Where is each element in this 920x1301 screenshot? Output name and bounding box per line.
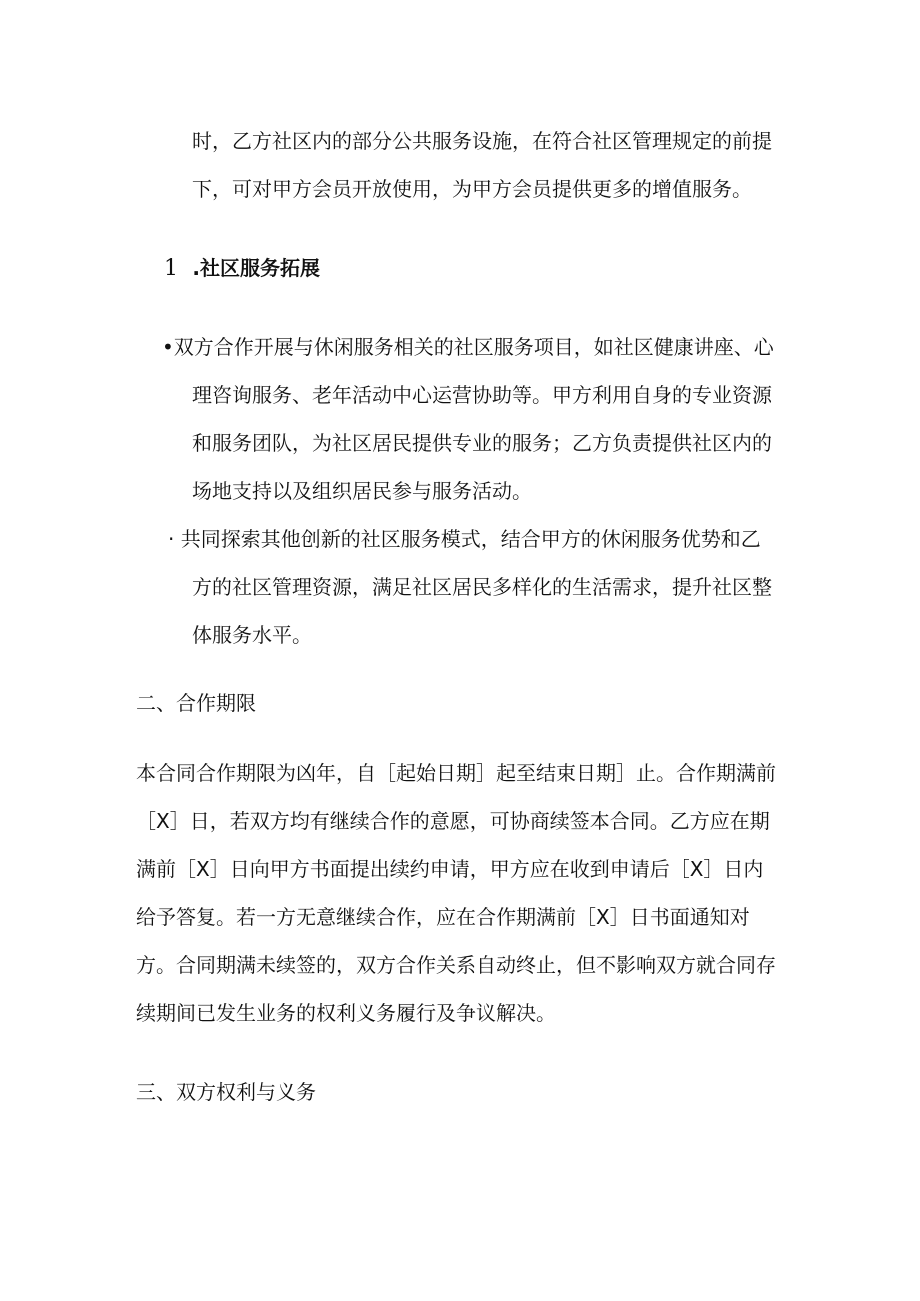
term-line-4: 给予答复。若一方无意继续合作，应在合作期满前［X］日书面通知对 [136,905,750,929]
heading-cooperation-term: 二、合作期限 [136,691,256,715]
intro-line-2: 下，可对甲方会员开放使用，为甲方会员提供更多的增值服务。 [192,177,752,201]
bullet-2-line-2: 方的社区管理资源，满足社区居民多样化的生活需求，提升社区整 [192,575,772,599]
term-line-5: 方。合同期满未续签的，双方合作关系自动终止，但不影响双方就合同存 [136,953,776,977]
bullet-1-line-1: •双方合作开展与休闲服务相关的社区服务项目，如社区健康讲座、心 [162,335,774,359]
term-line-6: 续期间已发生业务的权利义务履行及争议解决。 [136,1001,556,1025]
term-line-3: 满前［X］日向甲方书面提出续约申请，甲方应在收到申请后［X］日内 [136,857,764,881]
term-line-2: ［X］日，若双方均有继续合作的意愿，可协商续签本合同。乙方应在期 [136,809,770,833]
section-1-title: .社区服务拓展 [192,256,320,280]
section-1-number: 1 [164,256,178,281]
intro-line-1: 时，乙方社区内的部分公共服务设施，在符合社区管理规定的前提 [192,129,772,153]
bullet-1-line-3: 和服务团队，为社区居民提供专业的服务；乙方负责提供社区内的 [192,431,772,455]
section-1-heading [164,255,320,282]
term-line-1: 本合同合作期限为凶年，自［起始日期］起至结束日期］止。合作期满前 [136,761,776,785]
bullet-1-line-2: 理咨询服务、老年活动中心运营协助等。甲方利用自身的专业资源 [192,383,772,407]
heading-rights-obligations: 三、双方权利与义务 [136,1080,316,1104]
bullet-1-line-4: 场地支持以及组织居民参与服务活动。 [192,479,532,503]
bullet-2-line-3: 体服务水平。 [192,623,312,647]
bullet-2-line-1: · 共同探索其他创新的社区服务模式，结合甲方的休闲服务优势和乙 [168,527,761,551]
